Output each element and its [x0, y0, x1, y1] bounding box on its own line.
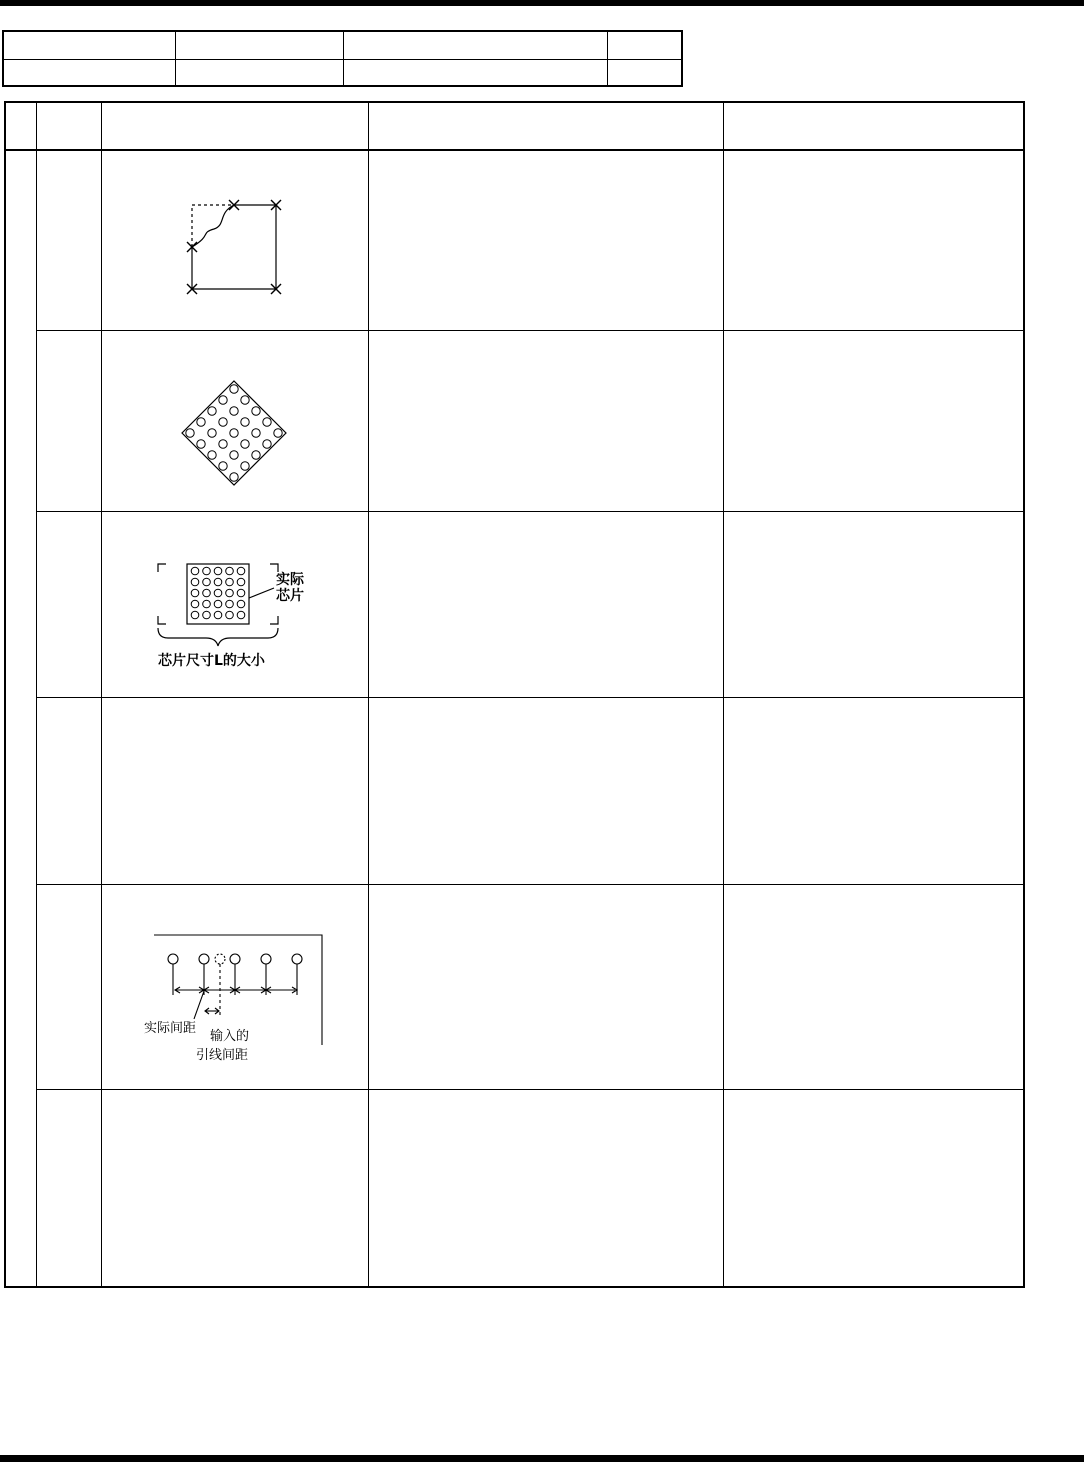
solder-ball — [252, 428, 260, 436]
solder-ball — [191, 600, 199, 608]
actual-chip-label-2: 芯片 — [276, 587, 305, 604]
solder-ball — [219, 417, 227, 425]
figure-cell — [102, 330, 369, 511]
figure-cell — [102, 511, 369, 697]
solder-ball — [208, 450, 216, 458]
column-header — [102, 102, 369, 150]
table-row — [5, 330, 1024, 511]
solder-ball — [214, 611, 222, 619]
solder-ball — [237, 578, 245, 586]
table-cell — [724, 884, 1024, 1089]
solder-ball — [191, 578, 199, 586]
spec-table — [4, 101, 1025, 1288]
solder-ball — [197, 439, 205, 447]
solder-ball — [214, 600, 222, 608]
lead-pitch-figure — [102, 885, 368, 1088]
solder-ball — [230, 406, 238, 414]
header-table — [2, 30, 683, 87]
table-cell — [724, 511, 1024, 697]
input-pitch-label-2: 引线间距 — [196, 1047, 249, 1063]
figure-cell — [102, 884, 369, 1089]
solder-ball — [237, 600, 245, 608]
header-cell — [3, 31, 175, 59]
table-cell — [102, 697, 369, 884]
solder-ball — [241, 439, 249, 447]
solder-ball — [203, 578, 211, 586]
column-header — [5, 102, 37, 150]
actual-chip-label-1: 实际 — [276, 571, 305, 588]
column-header — [37, 102, 102, 150]
table-cell — [724, 1089, 1024, 1287]
table-cell — [724, 330, 1024, 511]
group-cell — [5, 150, 37, 1287]
actual-pitch-label: 实际间距 — [144, 1020, 197, 1036]
input-pitch-label-1: 输入的 — [210, 1028, 250, 1044]
solder-ball — [208, 428, 216, 436]
table-cell — [102, 1089, 369, 1287]
table-cell — [369, 1089, 724, 1287]
solder-ball — [186, 428, 194, 436]
header-cell — [175, 31, 343, 59]
table-cell — [369, 884, 724, 1089]
table-cell — [724, 150, 1024, 330]
solder-ball — [219, 395, 227, 403]
solder-ball — [191, 611, 199, 619]
solder-ball — [219, 461, 227, 469]
table-row — [5, 884, 1024, 1089]
table-row — [5, 511, 1024, 697]
table-cell — [37, 330, 102, 511]
solder-ball — [203, 589, 211, 597]
top-rule — [0, 0, 1084, 6]
solder-ball — [241, 461, 249, 469]
column-header — [369, 102, 724, 150]
table-cell — [369, 511, 724, 697]
solder-ball — [230, 384, 238, 392]
solder-ball — [274, 428, 282, 436]
table-cell — [37, 884, 102, 1089]
solder-ball — [237, 611, 245, 619]
solder-ball — [203, 600, 211, 608]
solder-ball — [230, 472, 238, 480]
chip-size-figure — [102, 512, 368, 696]
solder-ball — [226, 567, 234, 575]
header-cell — [607, 59, 682, 86]
table-cell — [37, 511, 102, 697]
solder-ball — [191, 567, 199, 575]
rotated-bga-figure — [102, 331, 368, 511]
solder-ball — [219, 439, 227, 447]
header-cell — [343, 59, 607, 86]
solder-ball — [252, 450, 260, 458]
solder-ball — [252, 406, 260, 414]
solder-ball — [226, 611, 234, 619]
solder-ball — [191, 589, 199, 597]
solder-ball — [230, 428, 238, 436]
solder-ball — [214, 567, 222, 575]
table-cell — [37, 150, 102, 330]
solder-ball — [203, 567, 211, 575]
table-row — [5, 697, 1024, 884]
figure-cell — [102, 150, 369, 330]
table-row — [5, 1089, 1024, 1287]
solder-ball — [241, 417, 249, 425]
solder-ball — [230, 450, 238, 458]
table-cell — [369, 697, 724, 884]
table-cell — [369, 330, 724, 511]
header-cell — [607, 31, 682, 59]
table-cell — [369, 150, 724, 330]
table-header-row — [5, 102, 1024, 150]
solder-ball — [226, 600, 234, 608]
solder-ball — [241, 395, 249, 403]
header-cell — [175, 59, 343, 86]
solder-ball — [208, 406, 216, 414]
header-cell — [343, 31, 607, 59]
table-cell — [37, 697, 102, 884]
solder-ball — [226, 578, 234, 586]
table-cell — [724, 697, 1024, 884]
solder-ball — [226, 589, 234, 597]
solder-ball — [237, 567, 245, 575]
solder-ball — [263, 417, 271, 425]
solder-ball — [214, 589, 222, 597]
column-header — [724, 102, 1024, 150]
bottom-rule — [0, 1455, 1084, 1462]
solder-ball — [263, 439, 271, 447]
header-cell — [3, 59, 175, 86]
solder-ball — [197, 417, 205, 425]
corner-cut-figure — [102, 151, 368, 329]
table-cell — [37, 1089, 102, 1287]
solder-ball — [214, 578, 222, 586]
chip-size-caption: 芯片尺寸L的大小 — [158, 652, 266, 669]
solder-ball — [237, 589, 245, 597]
solder-ball — [203, 611, 211, 619]
table-row — [5, 150, 1024, 330]
